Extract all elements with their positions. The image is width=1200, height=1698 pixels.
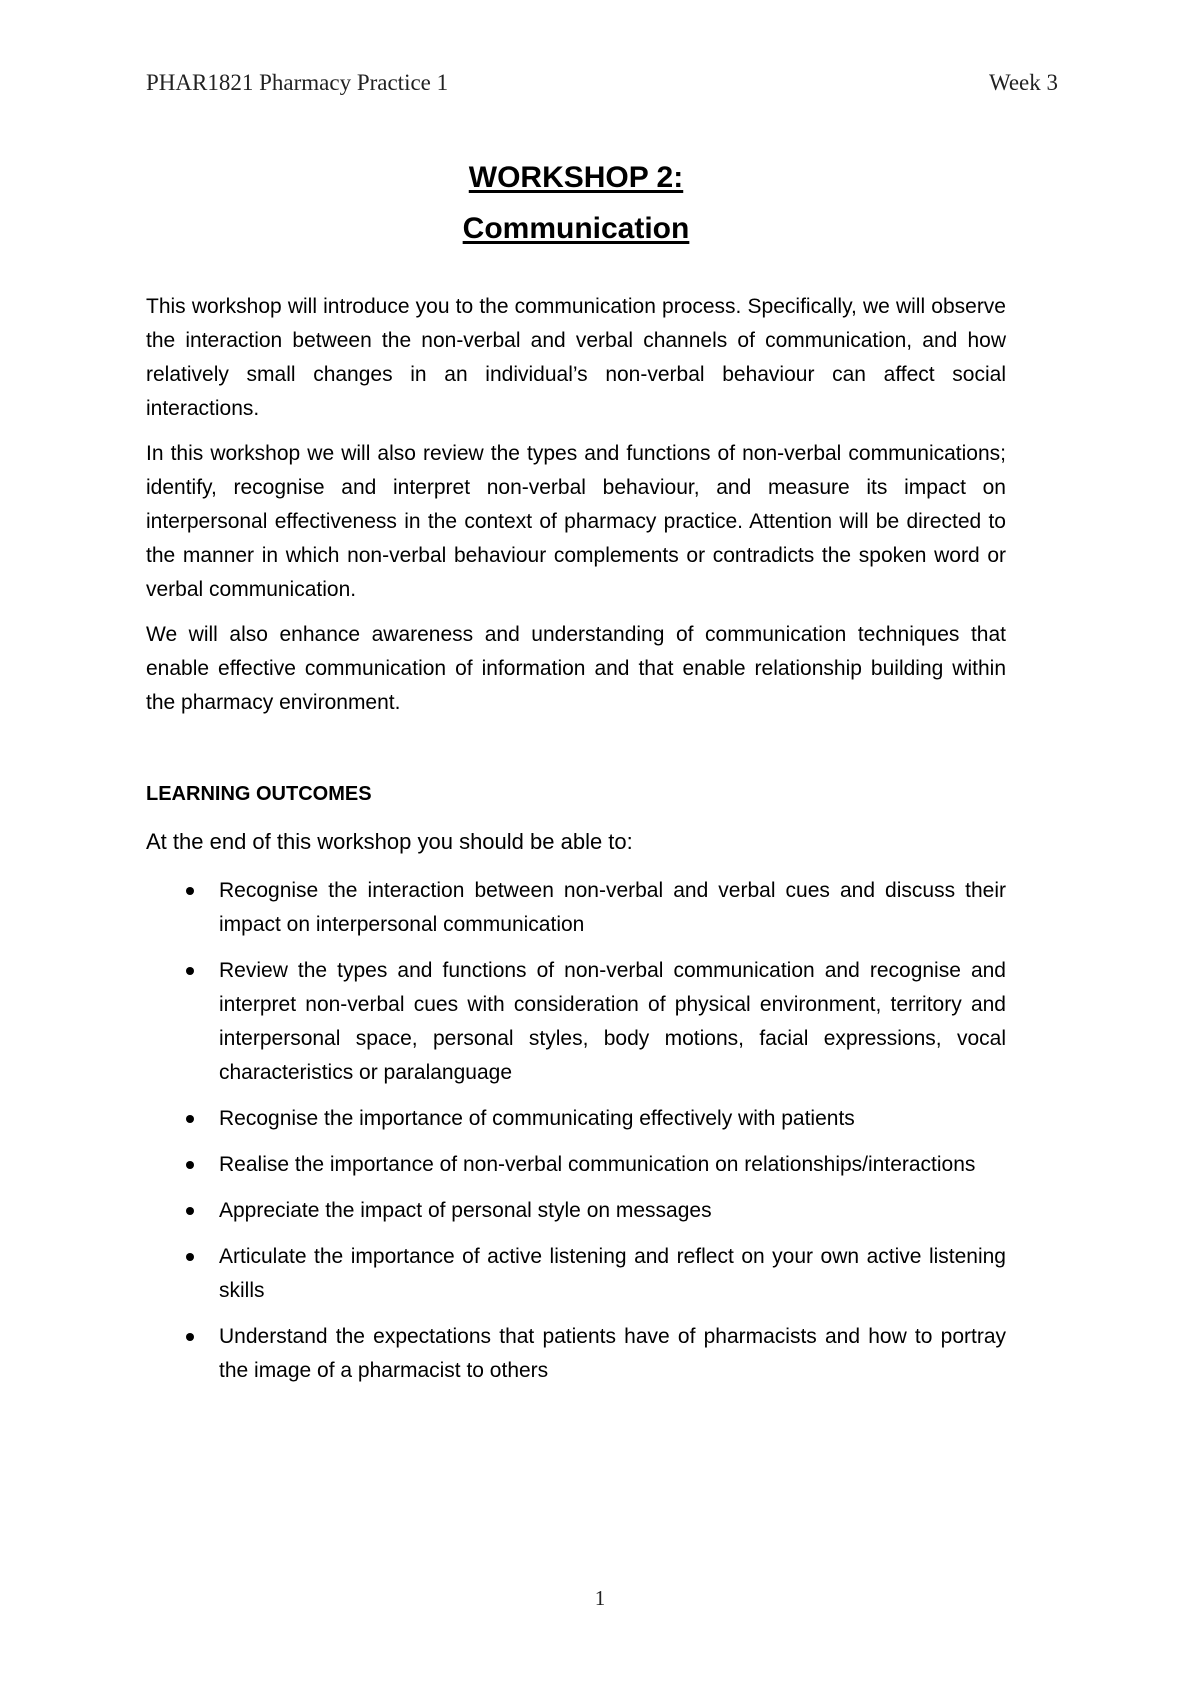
week-label: Week 3 [988, 70, 1058, 95]
course-title: PHAR1821 Pharmacy Practice 1 [146, 70, 449, 95]
list-item-text: Understand the expectations that patients have of pharmacists and how to portray the image of a pharmacist to others [219, 1325, 1006, 1382]
bullet-icon [186, 967, 194, 975]
list-item-text: Articulate the importance of active listening and reflect on your own active listening skills [219, 1245, 1006, 1302]
intro-paragraph: In this workshop we will also review the types and functions of non-verbal communications; identify, recognise and interpret non-verbal behaviour, and measure its impact on interpersonal effectiveness in the context of pharmacy practice. Attention will be directed to the manner in which non-verbal behaviour complements or contradicts the spoken word or verbal communication. [146, 442, 1006, 601]
list-item [146, 1194, 1006, 1228]
list-item [146, 1240, 1006, 1308]
list-item-text: Recognise the importance of communicating effectively with patients [219, 1107, 855, 1130]
workshop-number: WORKSHOP 2: [468, 161, 684, 194]
list-item [146, 954, 1006, 1090]
workshop-topic: Communication [462, 212, 690, 245]
list-item-text: Appreciate the impact of personal style on messages [219, 1199, 712, 1222]
intro-section [146, 290, 1006, 731]
bullet-icon [186, 887, 194, 895]
bullet-icon [186, 1253, 194, 1261]
bullet-icon [186, 1115, 194, 1123]
learning-outcomes-lead: At the end of this workshop you should be able to: [146, 829, 633, 854]
workshop-title [146, 152, 1006, 254]
list-item [146, 1320, 1006, 1388]
bullet-icon [186, 1333, 194, 1341]
list-item-text: Review the types and functions of non-verbal communication and recognise and interpret non-verbal cues with consideration of physical environment, territory and interpersonal space, personal styles, body motions, facial expressions, vocal characteristics or paralanguage [219, 959, 1006, 1084]
learning-outcomes-list [146, 874, 1006, 1400]
intro-paragraph: This workshop will introduce you to the communication process. Specifically, we will observe the interaction between the non-verbal and verbal channels of communication, and how relatively small changes in an individual’s non-verbal behaviour can affect social interactions. [146, 295, 1006, 420]
list-item [146, 874, 1006, 942]
intro-paragraph: We will also enhance awareness and understanding of communication techniques that enable effective communication of information and that enable relationship building within the pharmacy environment. [146, 623, 1006, 714]
bullet-icon [186, 1161, 194, 1169]
page-header [146, 70, 1058, 104]
list-item-text: Recognise the interaction between non-verbal and verbal cues and discuss their impact on interpersonal communication [219, 879, 1006, 936]
list-item [146, 1148, 1006, 1182]
list-item-text: Realise the importance of non-verbal communication on relationships/interactions [219, 1153, 976, 1176]
list-item [146, 1102, 1006, 1136]
learning-outcomes-heading: LEARNING OUTCOMES [146, 783, 372, 805]
bullet-icon [186, 1207, 194, 1215]
page-number: 1 [594, 1586, 606, 1610]
